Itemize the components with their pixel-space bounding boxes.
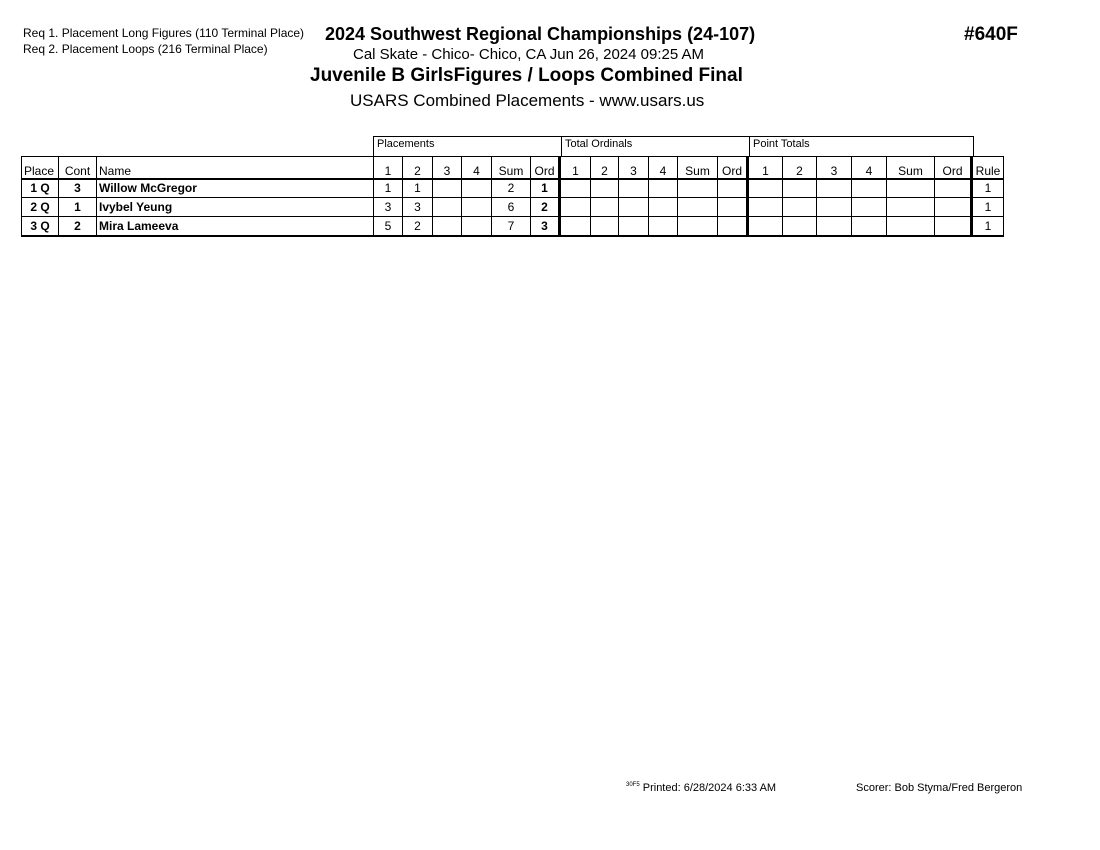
rule-cell: 1 [972,179,1004,198]
skater-name: Ivybel Yeung [97,198,374,217]
rule-cell: 1 [972,217,1004,236]
group-point-totals: Point Totals [749,136,974,157]
placement-3 [433,198,462,217]
ordinal-cell [591,179,619,198]
event-number: #640F [964,24,1018,45]
points-cell [887,179,935,198]
col-header: Rule [972,157,1004,179]
points-cell [748,179,783,198]
col-header: Cont [59,157,97,179]
ordinal-cell [560,217,591,236]
placement-2: 1 [403,179,433,198]
place-cell: 2 Q [22,198,59,217]
placement-ord: 3 [531,217,560,236]
col-header: 4 [852,157,887,179]
table-row [22,217,1004,236]
placement-2: 3 [403,198,433,217]
group-placements: Placements [373,136,561,157]
placement-3 [433,179,462,198]
header-row [22,157,1004,179]
points-cell [783,217,817,236]
results-table [21,156,1004,237]
col-header: Sum [887,157,935,179]
placement-4 [462,179,492,198]
placement-1: 5 [374,217,403,236]
ordinal-cell [718,217,748,236]
col-header: 1 [560,157,591,179]
points-cell [783,179,817,198]
ordinal-cell [591,217,619,236]
points-cell [852,217,887,236]
col-header: Name [97,157,374,179]
cont-cell: 3 [59,179,97,198]
placement-2: 2 [403,217,433,236]
place-cell: 1 Q [22,179,59,198]
cont-cell: 1 [59,198,97,217]
points-cell [748,217,783,236]
placement-4 [462,198,492,217]
points-cell [887,217,935,236]
event-title: Juvenile B GirlsFigures / Loops Combined Final [310,65,743,86]
ordinal-cell [619,198,649,217]
placement-3 [433,217,462,236]
placement-ord: 2 [531,198,560,217]
printed-timestamp: Printed: 6/28/2024 6:33 AM [642,782,777,794]
points-cell [748,198,783,217]
col-header: Ord [935,157,972,179]
ordinal-cell [619,179,649,198]
col-header: Place [22,157,59,179]
ordinal-cell [678,217,718,236]
ordinal-cell [678,198,718,217]
location-line: Cal Skate - Chico- Chico, CA Jun 26, 2024 09:25 AM [353,46,705,63]
skater-name: Mira Lameeva [97,217,374,236]
usars-line: USARS Combined Placements - www.usars.us [350,91,705,110]
col-header: 1 [374,157,403,179]
ordinal-cell [649,198,678,217]
col-header: 4 [462,157,492,179]
ordinal-cell [718,198,748,217]
points-cell [935,179,972,198]
ordinal-cell [560,179,591,198]
placement-4 [462,217,492,236]
place-cell: 3 Q [22,217,59,236]
requirement-1: Req 1. Placement Long Figures (110 Terminal Place) [23,26,305,40]
ordinal-cell [718,179,748,198]
col-header: 2 [783,157,817,179]
points-cell [817,198,852,217]
table-row [22,198,1004,217]
group-total-ordinals: Total Ordinals [561,136,749,157]
placement-sum: 6 [492,198,531,217]
placement-1: 1 [374,179,403,198]
points-cell [935,198,972,217]
ordinal-cell [619,217,649,236]
col-header: Sum [678,157,718,179]
championship-title: 2024 Southwest Regional Championships (24-107) [325,24,756,44]
col-header: 2 [591,157,619,179]
ordinal-cell [678,179,718,198]
placement-ord: 1 [531,179,560,198]
points-cell [852,198,887,217]
placement-1: 3 [374,198,403,217]
points-cell [817,217,852,236]
table-row [22,179,1004,198]
requirement-2: Req 2. Placement Loops (216 Terminal Place) [23,42,268,56]
points-cell [887,198,935,217]
col-header: Ord [531,157,560,179]
ordinal-cell [591,198,619,217]
footer-code: 30F5 [626,782,640,788]
scorer-line: Scorer: Bob Styma/Fred Bergeron [856,782,1023,794]
placement-sum: 7 [492,217,531,236]
col-header: 3 [433,157,462,179]
placement-sum: 2 [492,179,531,198]
ordinal-cell [649,179,678,198]
points-cell [935,217,972,236]
skater-name: Willow McGregor [97,179,374,198]
ordinal-cell [560,198,591,217]
points-cell [817,179,852,198]
col-header: 1 [748,157,783,179]
col-header: 4 [649,157,678,179]
col-header: 3 [817,157,852,179]
points-cell [783,198,817,217]
col-header: Ord [718,157,748,179]
col-header: Sum [492,157,531,179]
points-cell [852,179,887,198]
rule-cell: 1 [972,198,1004,217]
col-header: 2 [403,157,433,179]
cont-cell: 2 [59,217,97,236]
col-header: 3 [619,157,649,179]
footer-printed-line [626,782,776,794]
ordinal-cell [649,217,678,236]
